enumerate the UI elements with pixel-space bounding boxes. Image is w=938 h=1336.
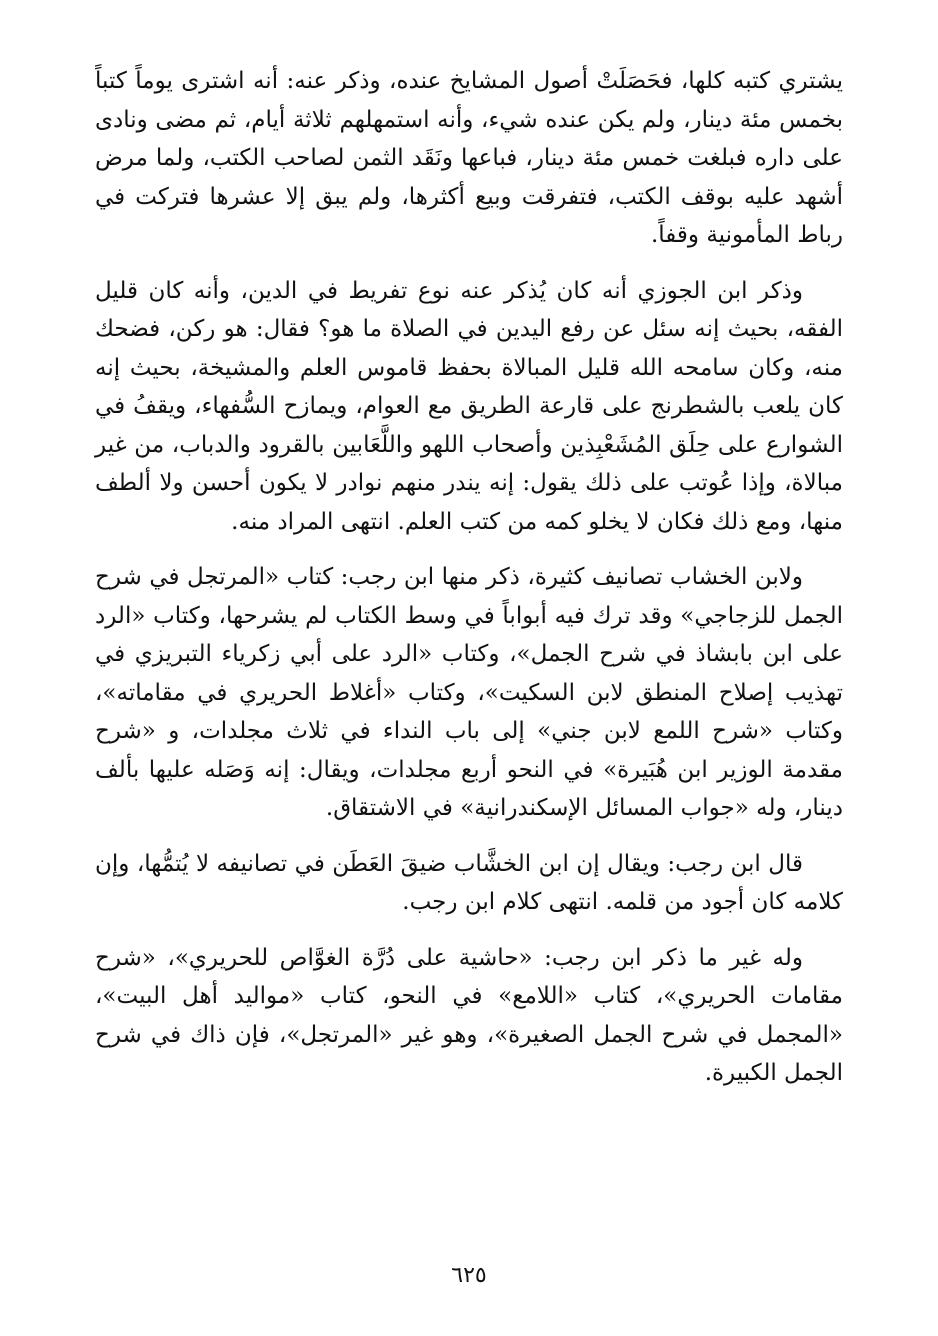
paragraph-ibn-rajab-quote: قال ابن رجب: ويقال إن ابن الخشَّاب ضيقَ العَطَن في تصانيفه لا يُتمُّها، وإن كلامه كان أجود من قلمه. انتهى كلام ابن رجب. [95,850,843,915]
paragraph-works-list: ولابن الخشاب تصانيف كثيرة، ذكر منها ابن رجب: كتاب «المرتجل في شرح الجمل للزجاجي» وقد ترك فيه أبواباً في وسط الكتاب لم يشرحها، وكتاب «الرد على ابن بابشاذ في شرح الجمل»، وكتاب «الرد على أبي زكرياء التبريزي في تهذيب إصلاح المنطق لابن السكيت»، وكتاب «أغلاط الحريري في مقاماته»، وكتاب «شرح اللمع لابن جني» إلى باب النداء في ثلاث مجلدات، و «شرح مقدمة الوزير ابن هُبَيرة» في النحو أربع مجلدات، ويقال: إنه وَصَله عليها بألف دينار، وله «جواب المسائل الإسكندرانية» في الاشتقاق. [95,564,843,821]
paragraph-additional-works: وله غير ما ذكر ابن رجب: «حاشية على دُرَّة الغوَّاص للحريري»، «شرح مقامات الحريري»، كتاب «اللامع» في النحو، كتاب «مواليد أهل البيت»، «المجمل في شرح الجمل الصغيرة»، وهو غير «المرتجل»، فإن ذاك في شرح الجمل الكبيرة. [95,944,843,1086]
paragraph-book-purchase: يشتري كتبه كلها، فحَصَلَتْ أصول المشايخ عنده، وذكر عنه: أنه اشترى يوماً كتباً بخمس مئة دينار، ولم يكن عنده شيء، وأنه استمهلهم ثلاثة أيام، ثم مضى ونادى على داره فبلغت خمس مئة دينار، فباعها ونَقَد الثمن لصاحب الكتب، ولما مرض أشهد عليه بوقف الكتب، فتفرقت وبيع أكثرها، ولم يبق إلا عشرها فتركت في رباط المأمونية وقفاً. [95,68,843,248]
paragraph-ibn-al-jawzi-report: وذكر ابن الجوزي أنه كان يُذكر عنه نوع تفريط في الدين، وأنه كان قليل الفقه، بحيث إنه سئل عن رفع اليدين في الصلاة ما هو؟ فقال: هو ركن، فضحك منه، وكان سامحه الله قليل المبالاة بحفظ قاموس العلم والمشيخة، بحيث إنه كان يلعب بالشطرنج على قارعة الطريق مع العوام، ويمازح السُّفهاء، ويقفُ في الشوارع على حِلَق المُشَعْبِذين وأصحاب اللهو واللَّعَابين بالقرود والدباب، من غير مبالاة، وإذا عُوتب على ذلك يقول: إنه يندر منهم نوادر لا يكون أحسن ولا ألطف منها، ومع ذلك فكان لا يخلو كمه من كتب العلم. انتهى المراد منه. [95,277,843,535]
page-number: ٦٢٥ [451,1263,487,1288]
page-body [95,62,843,1093]
